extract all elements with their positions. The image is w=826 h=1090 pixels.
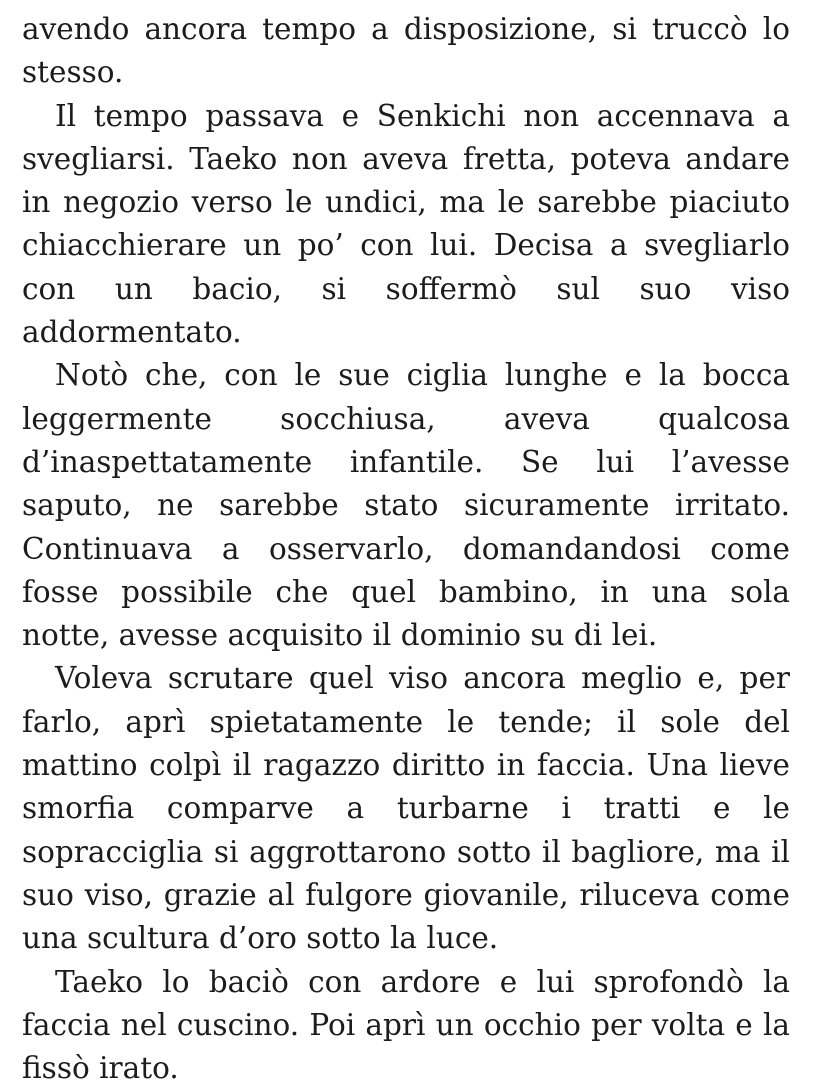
paragraph-continued: avendo ancora tempo a disposizione, si truccò lo stesso.: [22, 12, 790, 90]
paragraph: Voleva scrutare quel viso ancora meglio e, per farlo, aprì spietatamente le tende; il sole del mattino colpì il ragazzo diritto in faccia. Una lieve smorfia comparve a turbarne i tratti e le sopracciglia si aggrottarono sotto il bagliore, ma il suo viso, grazie al fulgore giovanile, riluceva come una scultura d’oro sotto la luce.: [22, 661, 790, 956]
paragraph: Notò che, con le sue ciglia lunghe e la bocca leggermente socchiusa, aveva qualcosa d’inaspettatamente infantile. Se lui l’avesse saputo, ne sarebbe stato sicuramente irritato. Continuava a osservarlo, domandandosi come fosse possibile che quel bambino, in una sola notte, avesse acquisito il dominio su di lei.: [22, 358, 790, 653]
book-page: [22, 8, 790, 1090]
paragraph: Il tempo passava e Senkichi non accennava a svegliarsi. Taeko non aveva fretta, poteva andare in negozio verso le undici, ma le sarebbe piaciuto chiacchierare un po’ con lui. Decisa a svegliarlo con un bacio, si soffermò sul suo viso addormentato.: [22, 98, 790, 350]
paragraph: Taeko lo baciò con ardore e lui sprofondò la faccia nel cuscino. Poi aprì un occhio per volta e la fissò irato.: [22, 964, 790, 1086]
